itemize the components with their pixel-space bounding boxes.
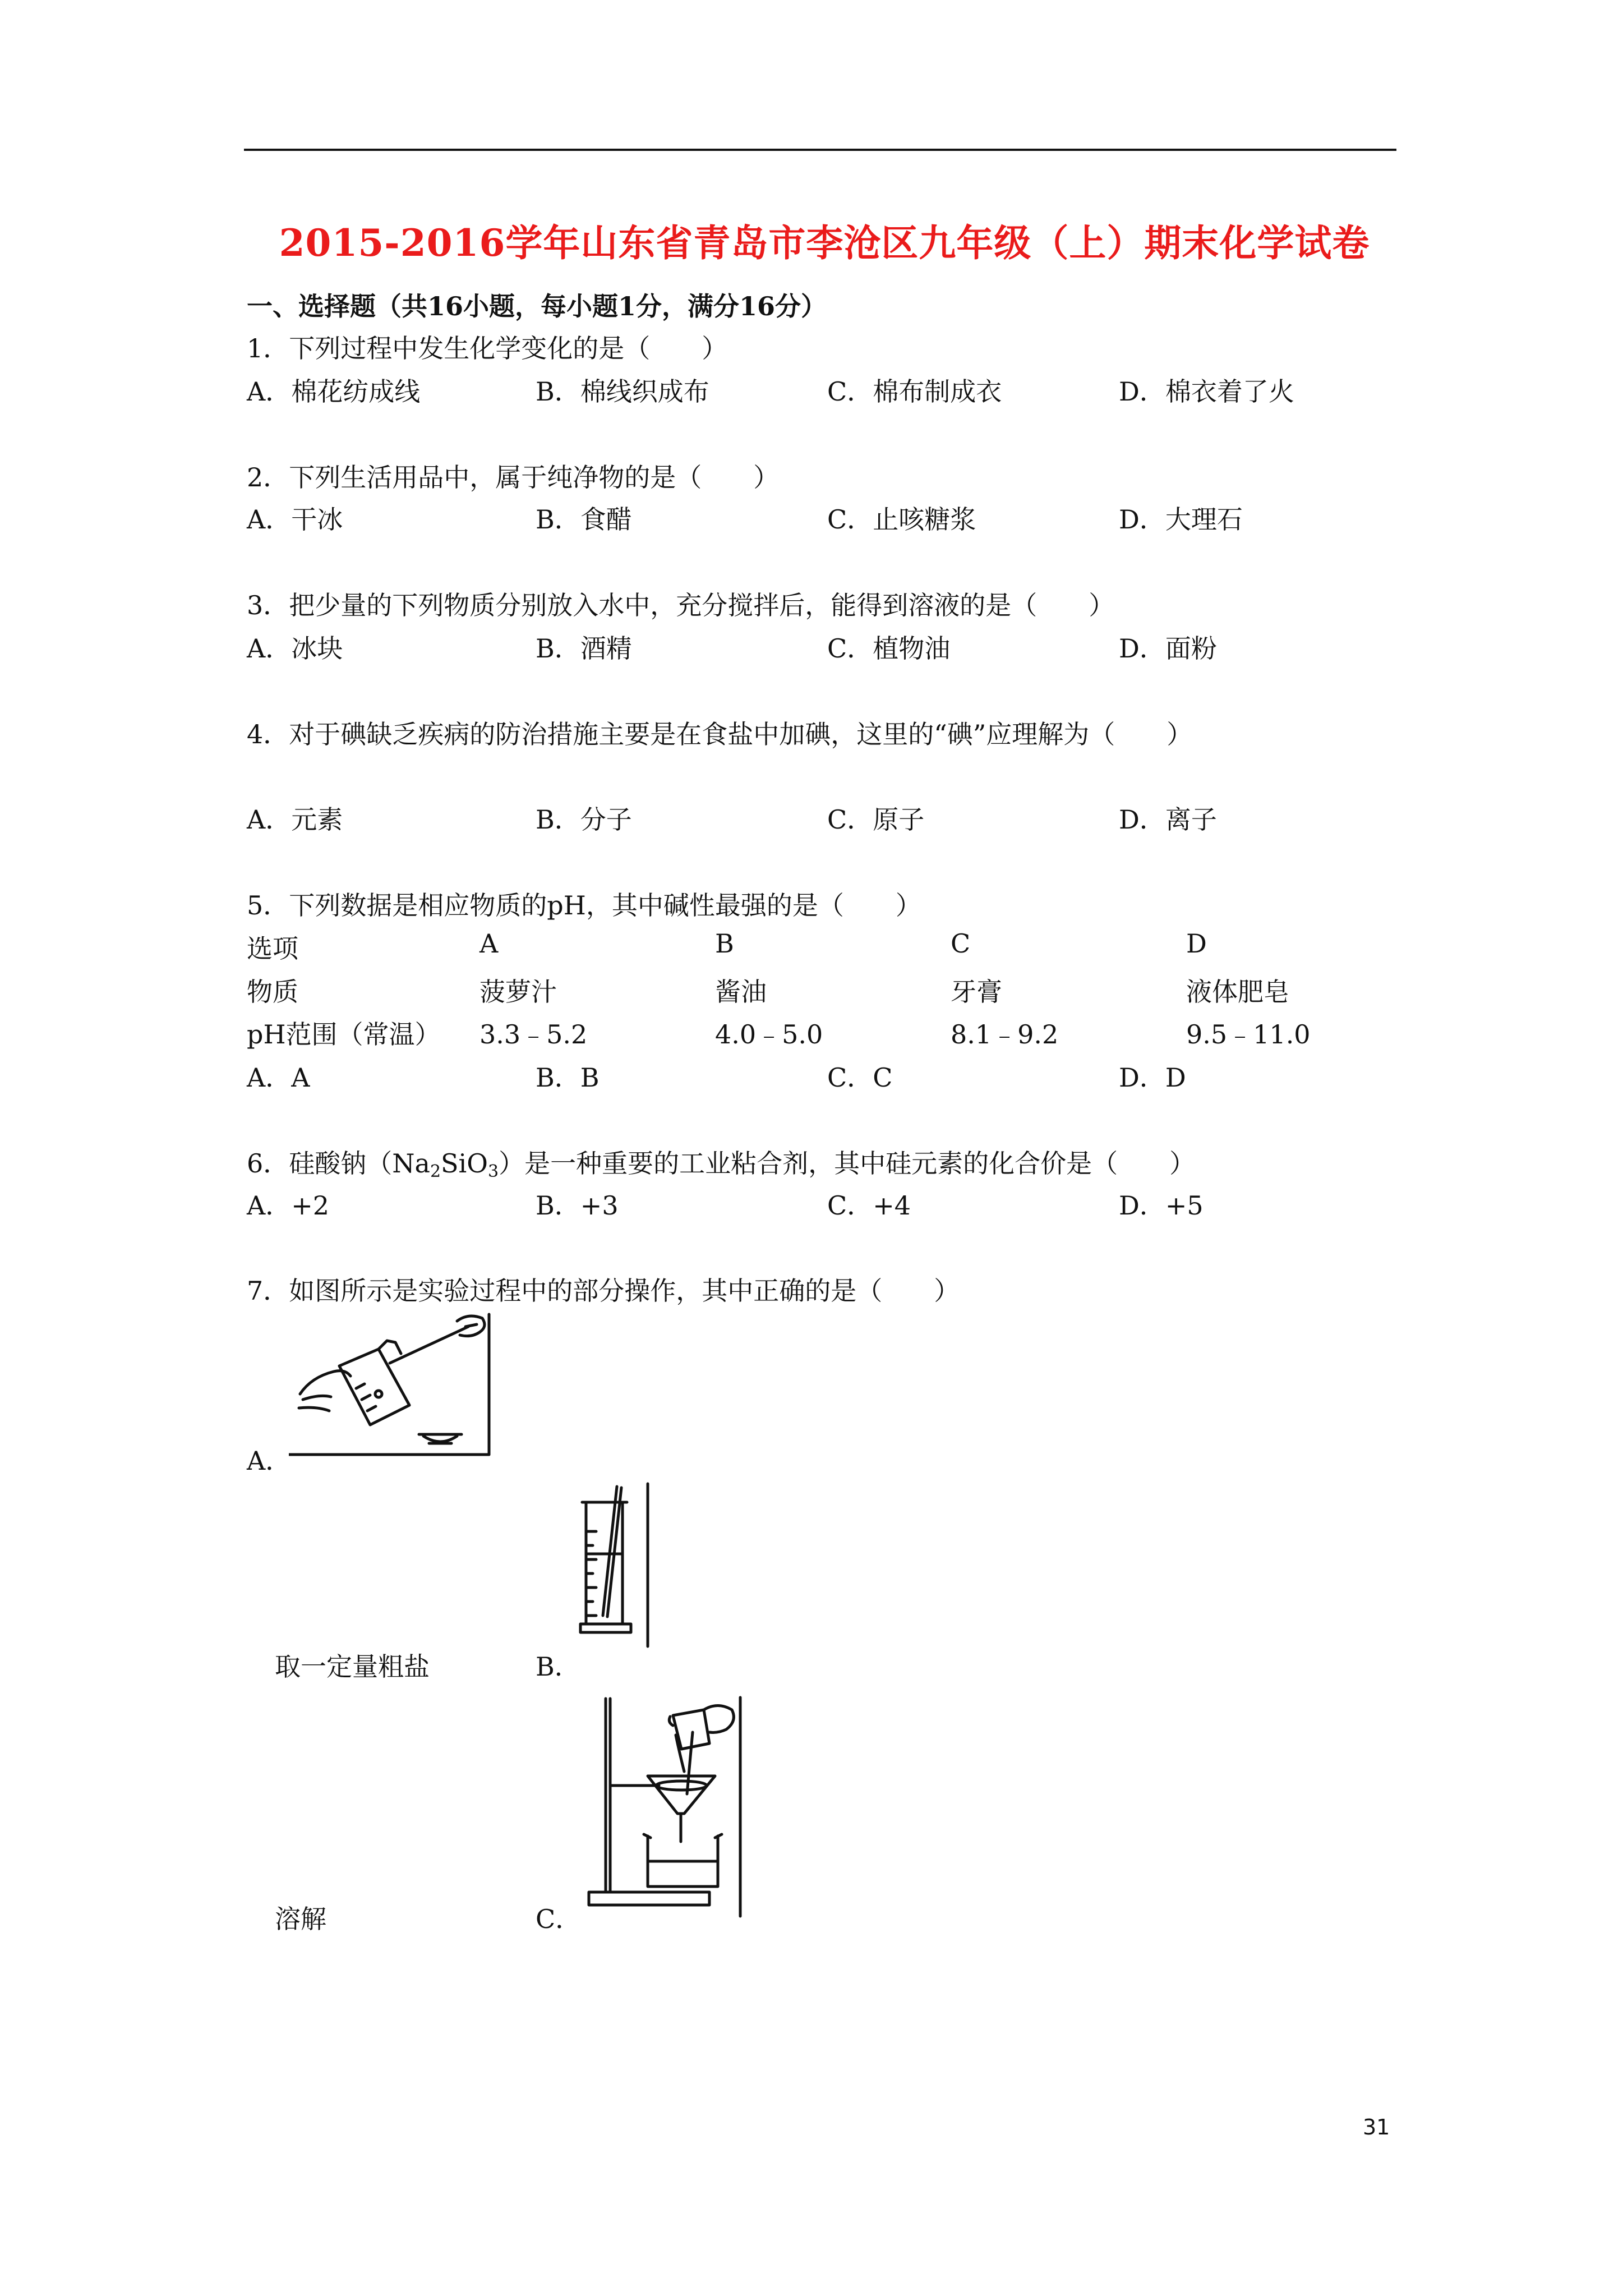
- question-1-option-b: B．棉线织成布: [536, 376, 709, 407]
- question-6-option-d: D．+5: [1119, 1190, 1204, 1221]
- question-1-option-d: D．棉衣着了火: [1119, 376, 1294, 407]
- question-2-option-b: B．食醋: [536, 504, 632, 535]
- question-3-option-a: A．冰块: [247, 633, 343, 664]
- question-1-stem: 1．下列过程中发生化学变化的是（ ）: [247, 333, 728, 364]
- table-cell: pH范围（常温）: [247, 1019, 441, 1050]
- table-cell: 选项: [247, 933, 298, 964]
- figure-b-label: B．: [536, 1651, 580, 1682]
- question-1-option-c: C．棉布制成衣: [827, 376, 1002, 407]
- question-7-stem: 7．如图所示是实验过程中的部分操作，其中正确的是（ ）: [247, 1276, 960, 1306]
- subscript: 2: [430, 1162, 441, 1181]
- question-6-stem-prefix: 6．硅酸钠（Na: [247, 1148, 430, 1179]
- question-2-option-c: C．止咳糖浆: [827, 504, 976, 535]
- table-cell: 8.1﹣9.2: [951, 1019, 1059, 1050]
- question-6-option-b: B．+3: [536, 1190, 619, 1221]
- table-cell: 菠萝汁: [479, 977, 557, 1007]
- question-6-stem-mid: SiO: [441, 1148, 488, 1179]
- question-4-stem: 4．对于碘缺乏疾病的防治措施主要是在食盐中加碘，这里的“碘”应理解为（ ）: [247, 719, 1193, 749]
- graduated-cylinder-illustration: [578, 1481, 653, 1649]
- taking-salt-illustration: [289, 1310, 496, 1458]
- table-cell: 3.3﹣5.2: [479, 1019, 588, 1050]
- figure-a-caption: 取一定量粗盐: [275, 1651, 430, 1682]
- section-heading: 一、选择题（共16小题，每小题1分，满分16分）: [247, 291, 827, 321]
- question-2-option-a: A．干冰: [247, 504, 343, 535]
- table-cell: 物质: [247, 977, 298, 1007]
- question-3-option-d: D．面粉: [1119, 633, 1217, 664]
- table-cell: A: [479, 928, 499, 959]
- question-5-option-a: A．A: [247, 1062, 310, 1093]
- header-rule: [244, 149, 1396, 151]
- question-5-option-c: C．C: [827, 1062, 893, 1093]
- figure-a-label: A．: [247, 1446, 292, 1476]
- question-5-option-d: D．D: [1119, 1062, 1186, 1093]
- question-6-option-a: A．+2: [247, 1190, 330, 1221]
- question-4-option-b: B．分子: [536, 804, 632, 835]
- table-cell: B: [715, 928, 734, 959]
- table-cell: 液体肥皂: [1186, 977, 1289, 1007]
- page-number: 31: [1363, 2115, 1390, 2139]
- table-cell: 4.0﹣5.0: [715, 1019, 823, 1050]
- question-2-stem: 2．下列生活用品中，属于纯净物的是（ ）: [247, 462, 780, 493]
- question-3-option-c: C．植物油: [827, 633, 951, 664]
- question-4-option-d: D．离子: [1119, 804, 1217, 835]
- exam-title: 2015-2016学年山东省青岛市李沧区九年级（上）期末化学试卷: [279, 221, 1370, 265]
- table-cell: D: [1186, 928, 1207, 959]
- table-cell: 牙膏: [951, 977, 1002, 1007]
- subscript: 3: [487, 1162, 499, 1181]
- question-3-stem: 3．把少量的下列物质分别放入水中，充分搅拌后，能得到溶液的是（ ）: [247, 590, 1115, 620]
- question-4-option-a: A．元素: [247, 804, 343, 835]
- question-6-stem: [247, 1143, 1195, 1181]
- table-cell: 9.5﹣11.0: [1186, 1019, 1311, 1050]
- table-cell: 酱油: [715, 977, 767, 1007]
- filtration-illustration: [578, 1693, 746, 1920]
- question-5-option-b: B．B: [536, 1062, 600, 1093]
- question-2-option-d: D．大理石: [1119, 504, 1243, 535]
- table-cell: C: [951, 928, 971, 959]
- question-1-option-a: A．棉花纺成线: [247, 376, 421, 407]
- question-6-option-c: C．+4: [827, 1190, 911, 1221]
- figure-b-caption: 溶解: [275, 1904, 326, 1934]
- question-6-stem-suffix: ）是一种重要的工业粘合剂，其中硅元素的化合价是（ ）: [499, 1148, 1196, 1179]
- question-4-option-c: C．原子: [827, 804, 925, 835]
- question-5-stem: 5．下列数据是相应物质的pH，其中碱性最强的是（ ）: [247, 890, 921, 921]
- figure-c-label: C．: [536, 1904, 582, 1934]
- question-3-option-b: B．酒精: [536, 633, 632, 664]
